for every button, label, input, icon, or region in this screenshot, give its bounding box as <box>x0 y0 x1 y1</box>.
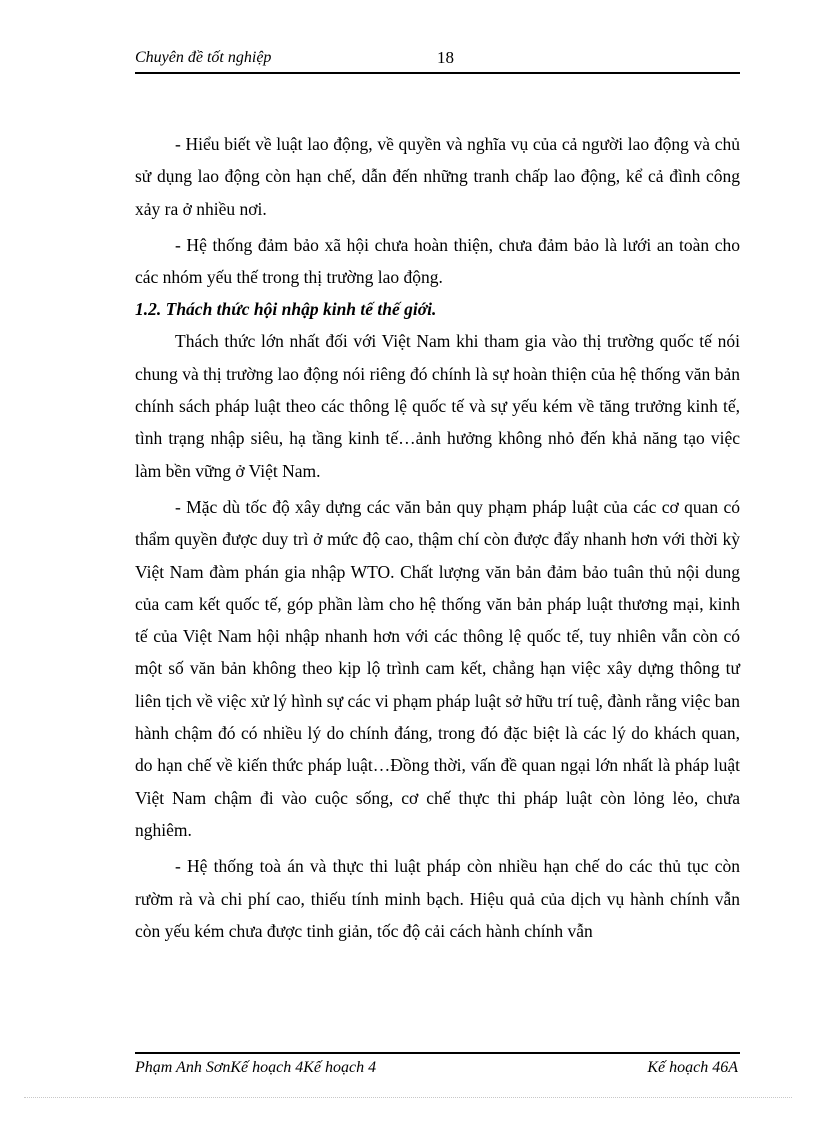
paragraph-court-system: - Hệ thống toà án và thực thi luật pháp còn nhiều hạn chế do các thủ tục còn rườm rà và chi phí cao, thiếu tính minh bạch. Hiệu quả của dịch vụ hành chính vẫn còn yếu kém chưa được tinh giản, tốc độ cải cách hành chính vẫn <box>135 856 740 941</box>
footer-class: Kế hoạch 46A <box>647 1059 738 1076</box>
page-footer <box>135 1052 740 1080</box>
document-body <box>135 128 740 947</box>
page-header <box>135 46 740 74</box>
page-boundary-divider <box>24 1097 792 1098</box>
header-title: Chuyên đề tốt nghiệp <box>135 49 272 66</box>
page-number: 18 <box>437 48 454 67</box>
paragraph-social-security: - Hệ thống đảm bảo xã hội chưa hoàn thiện, chưa đảm bảo là lưới an toàn cho các nhóm yếu thế trong thị trường lao động. <box>135 234 740 288</box>
paragraph-legal-documents: - Mặc dù tốc độ xây dựng các văn bản quy phạm pháp luật của các cơ quan có thẩm quyền được duy trì ở mức độ cao, thậm chí còn được đẩy nhanh hơn với thời kỳ Việt Nam đàm phán gia nhập WTO. Chất lượng văn bản đảm bảo tuân thủ nội dung của cam kết quốc tế, góp phần làm cho hệ thống văn bản pháp luật thương mại, kinh tế của Việt Nam hội nhập nhanh hơn với các thông lệ quốc tế, tuy nhiên vẫn còn có một số văn bản không theo kịp lộ trình cam kết, chẳng hạn việc xây dựng thông tư liên tịch về việc xử lý hình sự các vi phạm pháp luật sở hữu trí tuệ, đành rằng việc ban hành chậm đó có nhiều lý do chính đáng, trong đó đặc biệt là các lý do khách quan, do hạn chế về kiến thức pháp luật…Đồng thời, vấn đề quan ngại lớn nhất là pháp luật Việt Nam chậm đi vào cuộc sống, cơ chế thực thi pháp luật còn lỏng lẻo, chưa nghiêm. <box>135 496 740 840</box>
paragraph-labor-law-knowledge: - Hiểu biết về luật lao động, về quyền và nghĩa vụ của cả người lao động và chủ sử dụng lao động còn hạn chế, dẫn đến những tranh chấp lao động, kể cả đình công xảy ra ở nhiều nơi. <box>135 134 740 219</box>
paragraph-biggest-challenge: Thách thức lớn nhất đối với Việt Nam khi tham gia vào thị trường quốc tế nói chung và thị trường lao động nói riêng đó chính là sự hoàn thiện của hệ thống văn bản chính sách pháp luật theo các thông lệ quốc tế và sự yếu kém về tăng trưởng kinh tế, tình trạng nhập siêu, hạ tầng kinh tế…ảnh hưởng không nhỏ đến khả năng tạo việc làm bền vững ở Việt Nam. <box>135 331 740 481</box>
section-heading: 1.2. Thách thức hội nhập kinh tế thế giới. <box>135 299 437 320</box>
footer-author: Phạm Anh SơnKế hoạch 4Kế hoạch 4 <box>135 1059 377 1076</box>
